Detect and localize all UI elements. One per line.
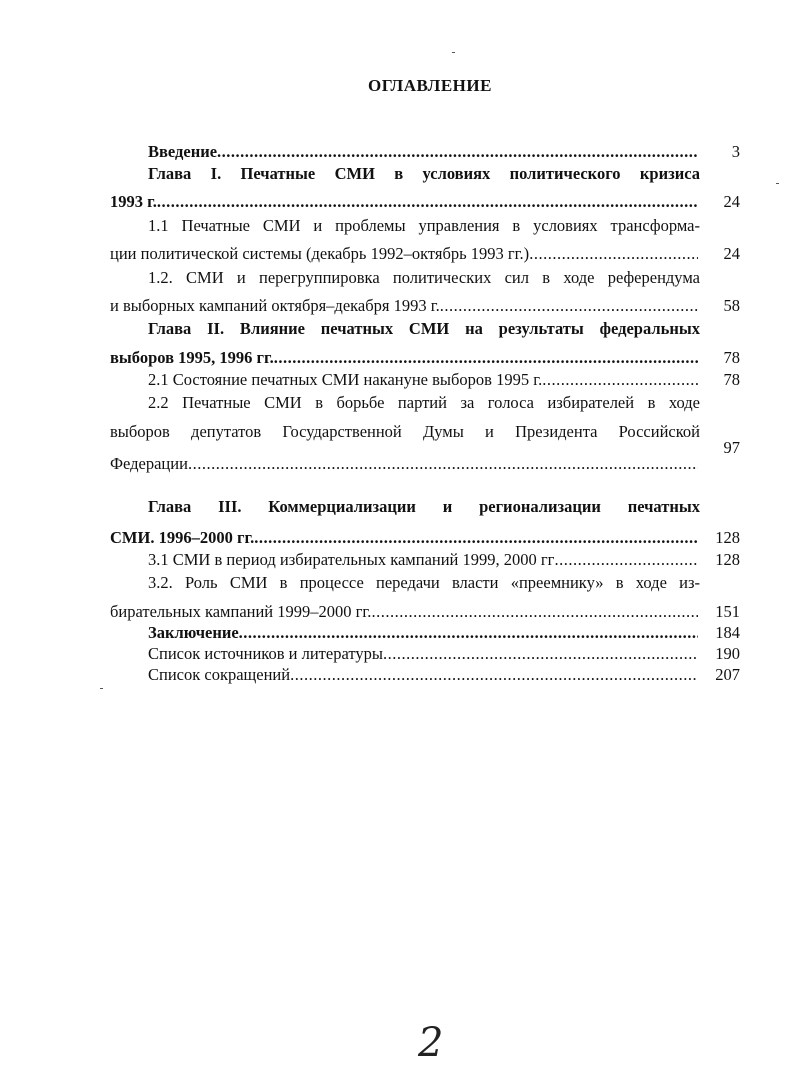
toc-section-3-2-cont: бирательных кампаний 1999–2000 гг. ..... <box>110 600 698 624</box>
toc-chapter-2-title-cont: выборов 1995, 1996 гг. ..... <box>110 346 698 370</box>
toc-section-3-1: 3.1 СМИ в период избирательных кампаний 1999, 2000 гг ..... <box>148 548 698 572</box>
toc-page-ch1: 24 <box>723 192 740 211</box>
toc-section-1-1-cont: ции политической системы (декабрь 1992–октябрь 1993 гг.) ..... <box>110 242 698 266</box>
toc-page-1-1: 24 <box>723 244 740 263</box>
toc-page-3-1: 128 <box>715 550 740 569</box>
toc-entry-intro: Введение ..... <box>148 140 698 164</box>
toc-chapter-3-title: Глава III. Коммерциализации и регионализации печатных <box>148 497 700 516</box>
toc-page-2-1: 78 <box>723 370 740 389</box>
toc-section-2-2-cont2: Федерации ..... <box>110 452 698 476</box>
toc-chapter-1-title-cont: 1993 г. ..... <box>110 190 698 214</box>
toc-entry-abbreviations: Список сокращений ..... <box>148 663 698 687</box>
toc-title: ОГЛАВЛЕНИЕ <box>368 76 492 95</box>
toc-section-1-1: 1.1 Печатные СМИ и проблемы управления в условиях трансформа- <box>148 216 700 235</box>
scan-speck <box>776 183 779 184</box>
toc-page-3-2: 151 <box>715 602 740 621</box>
toc-section-3-2: 3.2. Роль СМИ в процессе передачи власти «преемнику» в ходе из- <box>148 573 700 592</box>
toc-page-1-2: 58 <box>723 296 740 315</box>
toc-page-ch3: 128 <box>715 528 740 547</box>
scan-speck <box>100 688 103 689</box>
toc-page-conclusion: 184 <box>715 623 740 642</box>
toc-section-1-2: 1.2. СМИ и перегруппировка политических сил в ходе референдума <box>148 268 700 287</box>
toc-chapter-2-title: Глава II. Влияние печатных СМИ на результаты федеральных <box>148 319 700 338</box>
toc-page-intro: 3 <box>731 142 740 161</box>
toc-chapter-1-title: Глава I. Печатные СМИ в условиях политического кризиса <box>148 164 700 183</box>
toc-page-abbreviations: 207 <box>715 665 740 684</box>
toc-page-ch2: 78 <box>723 348 740 367</box>
toc-page-2-2: 97 <box>723 438 740 457</box>
scan-speck <box>452 52 455 53</box>
toc-section-1-2-cont: и выборных кампаний октября–декабря 1993 г. ..... <box>110 294 698 318</box>
handwritten-page-number: 2 <box>418 1020 444 1066</box>
toc-chapter-3-title-cont: СМИ. 1996–2000 гг. ..... <box>110 526 698 550</box>
toc-section-2-2: 2.2 Печатные СМИ в борьбе партий за голоса избирателей в ходе <box>148 393 700 412</box>
toc-section-2-1: 2.1 Состояние печатных СМИ накануне выборов 1995 г. ..... <box>148 368 698 392</box>
toc-page-sources: 190 <box>715 644 740 663</box>
toc-section-2-2-cont: выборов депутатов Государственной Думы и Президента Российской <box>110 422 700 441</box>
toc-entry-conclusion: Заключение ..... <box>148 621 698 645</box>
toc-entry-sources: Список источников и литературы ..... <box>148 642 698 666</box>
